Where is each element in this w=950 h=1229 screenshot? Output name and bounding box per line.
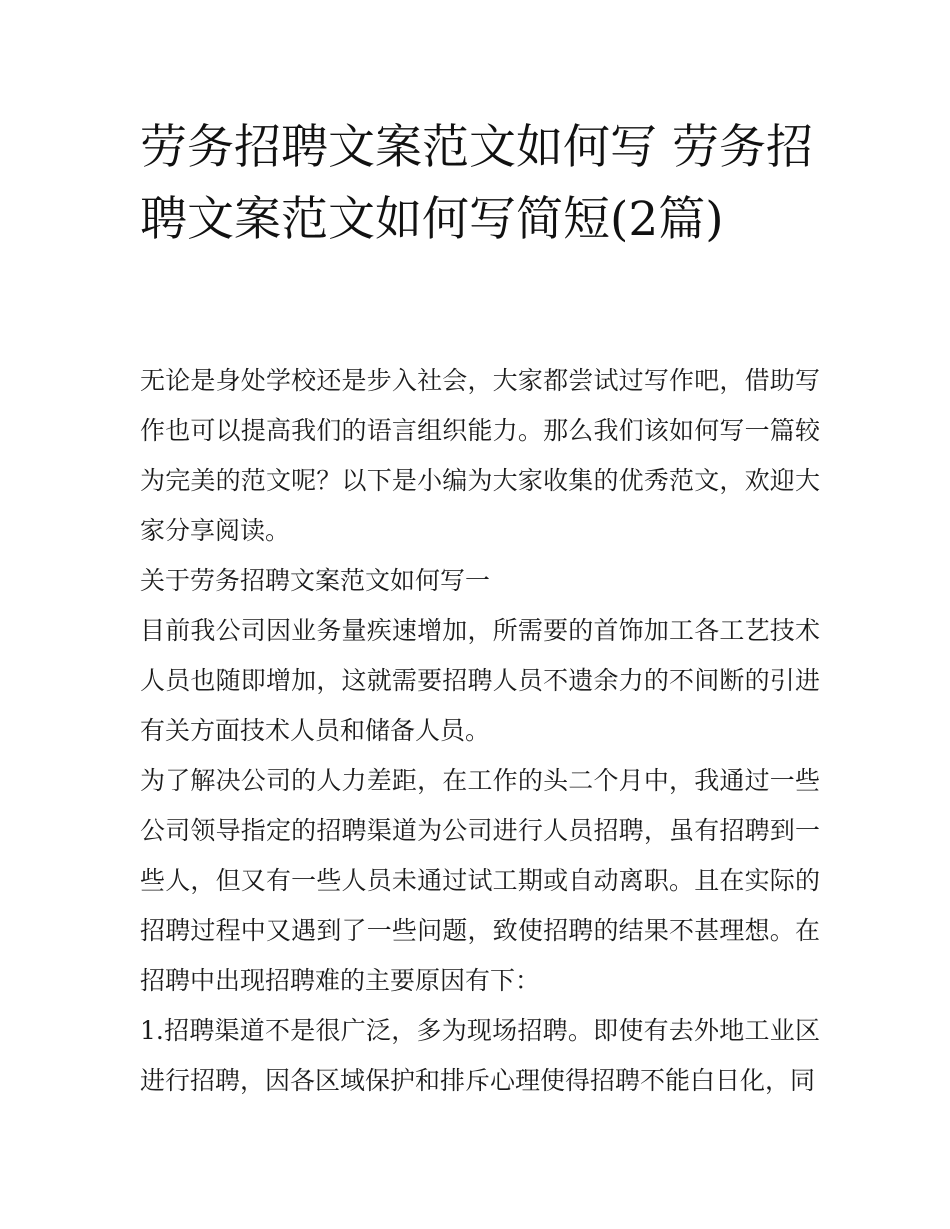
body-paragraph: 目前我公司因业务量疾速增加，所需要的首饰加工各工艺技术人员也随即增加，这就需要招聘人员不遗余力的不间断的引进有关方面技术人员和储备人员。 bbox=[140, 616, 820, 745]
intro-paragraph: 无论是身处学校还是步入社会，大家都尝试过写作吧，借助写作也可以提高我们的语言组织能力。那么我们该如何写一篇较为完美的范文呢？以下是小编为大家收集的优秀范文，欢迎大家分享阅读。 bbox=[140, 366, 820, 545]
body-paragraph: 为了解决公司的人力差距，在工作的头二个月中，我通过一些公司领导指定的招聘渠道为公司进行人员招聘，虽有招聘到一些人，但又有一些人员未通过试工期或自动离职。且在实际的招聘过程中又遇到了一些问题，致使招聘的结果不甚理想。在招聘中出现招聘难的主要原因有下： bbox=[140, 766, 820, 995]
list-item-paragraph: 1.招聘渠道不是很广泛，多为现场招聘。即使有去外地工业区进行招聘，因各区域保护和排斥心理使得招聘不能白日化，同 bbox=[140, 1016, 820, 1095]
section-heading: 关于劳务招聘文案范文如何写一 bbox=[140, 566, 491, 595]
document-body bbox=[140, 356, 820, 1106]
document-title: 劳务招聘文案范文如何写 劳务招聘文案范文如何写简短(2篇) bbox=[140, 120, 813, 247]
